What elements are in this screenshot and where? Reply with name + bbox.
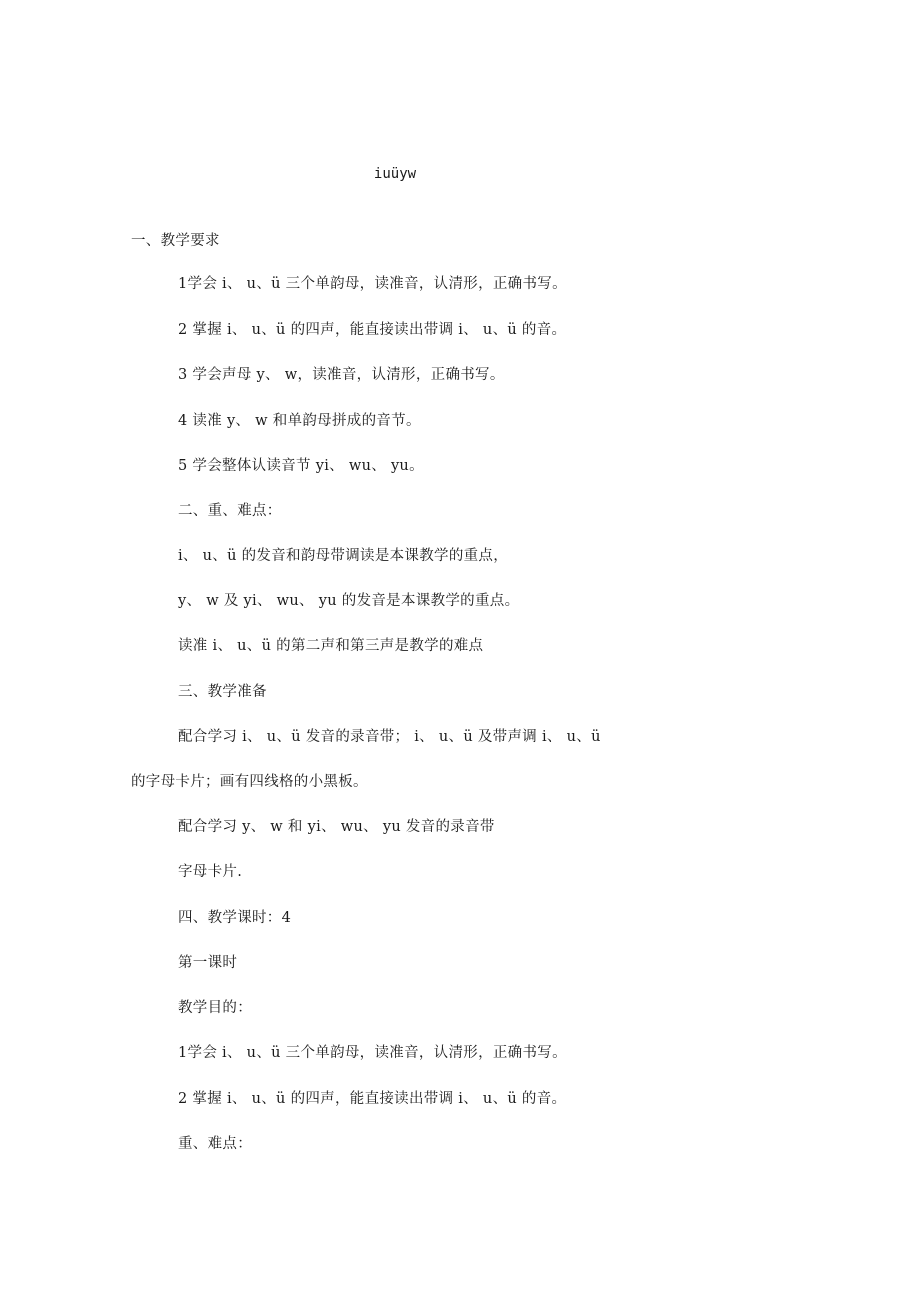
preparation-3: 字母卡片.: [178, 864, 243, 880]
lesson-heading: 第一课时: [178, 955, 238, 971]
section-heading-class-hours: 四、教学课时：4: [178, 910, 292, 926]
difficulty-point: 读准 i、 u、ü 的第二声和第三声是教学的难点: [178, 638, 484, 654]
requirement-5: 5 学会整体认读音节 yi、 wu、 yu。: [178, 458, 424, 474]
section-heading-preparation: 三、教学准备: [178, 684, 267, 700]
preparation-2: 配合学习 y、 w 和 yi、 wu、 yu 发音的录音带: [178, 819, 495, 835]
key-difficult-points-heading: 重、难点：: [178, 1136, 252, 1152]
goal-1: 1学会 i、 u、ü 三个单韵母，读准音，认清形，正确书写。: [178, 1045, 567, 1061]
key-point-1: i、 u、ü 的发音和韵母带调读是本课教学的重点，: [178, 548, 509, 564]
requirement-1: 1学会 i、 u、ü 三个单韵母，读准音，认清形，正确书写。: [178, 276, 567, 292]
preparation-1-continued: 的字母卡片；画有四线格的小黑板。: [131, 774, 368, 790]
requirement-2: 2 掌握 i、 u、ü 的四声，能直接读出带调 i、 u、ü 的音。: [178, 322, 567, 338]
section-heading-requirements: 一、教学要求: [131, 233, 220, 249]
key-point-2: y、 w 及 yi、 wu、 yu 的发音是本课教学的重点。: [178, 593, 520, 609]
goal-2: 2 掌握 i、 u、ü 的四声，能直接读出带调 i、 u、ü 的音。: [178, 1091, 567, 1107]
section-heading-key-points: 二、重、难点：: [178, 503, 282, 519]
requirement-4: 4 读准 y、 w 和单韵母拼成的音节。: [178, 413, 421, 429]
requirement-3: 3 学会声母 y、 w，读准音，认清形，正确书写。: [178, 367, 505, 383]
document-title: iuüyw: [373, 166, 417, 182]
preparation-1: 配合学习 i、 u、ü 发音的录音带； i、 u、ü 及带声调 i、 u、ü: [178, 729, 601, 745]
teaching-goals-heading: 教学目的：: [178, 1000, 252, 1016]
